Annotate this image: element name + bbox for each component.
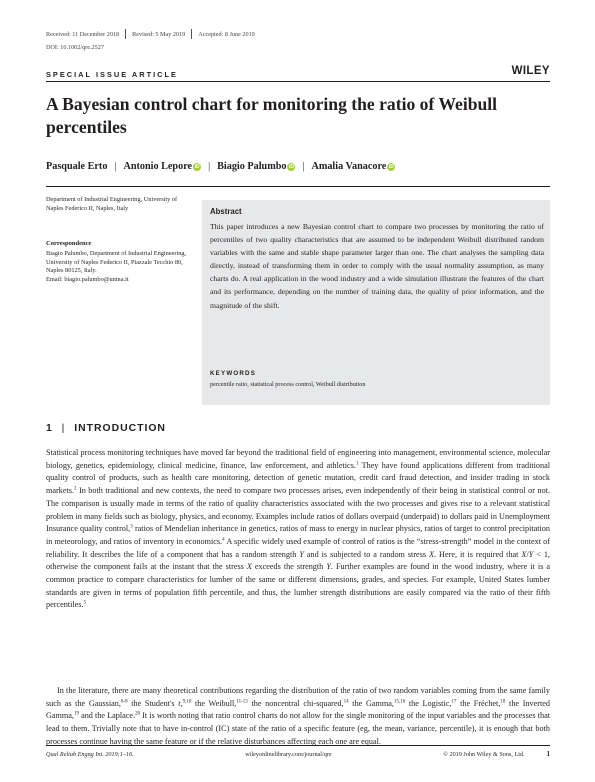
correspondence-email[interactable]: Email: biagio.palumbo@unina.it [46, 275, 129, 283]
journal-url[interactable]: wileyonlinelibrary.com/journal/qre [245, 751, 332, 758]
section-heading [46, 423, 166, 434]
footer-rule [46, 745, 550, 746]
page-number: 1 [546, 751, 550, 758]
correspondence-heading: Correspondence [46, 240, 92, 247]
heading-separator: | [61, 423, 66, 434]
header-rule [46, 81, 550, 82]
publisher-logo: WILEY [511, 65, 550, 77]
author-separator: | [208, 161, 211, 172]
author-list [46, 161, 395, 172]
accepted-date: Accepted: 8 June 2019 [198, 30, 255, 38]
section-label: SPECIAL ISSUE ARTICLE [46, 70, 178, 79]
orcid-icon[interactable]: iD [288, 163, 294, 170]
correspondence-block [46, 250, 196, 284]
keywords-text: percentile ratio, statistical process control, Weibull distribution [210, 381, 366, 388]
orcid-icon[interactable]: iD [194, 163, 200, 170]
date-divider [191, 29, 192, 39]
abstract-heading: Abstract [210, 207, 242, 216]
doi[interactable]: DOI: 10.1002/qre.2527 [46, 44, 104, 51]
section-number: 1 [46, 423, 53, 434]
journal-citation: Qual Reliab Engng Int. 2019;1–16. [46, 751, 134, 758]
keywords-heading: KEYWORDS [210, 370, 257, 377]
body-paragraph: Statistical process monitoring techniques have moved far beyond the traditional field of engineering into management, environmental science, molecular biology, genetics, epidemiology, clinical medicine, finance, law enforcement, and athletics.$^1$ They have found applications different from traditional quality control of products, such as health care monitoring, detection of genetic mutation, credit card fraud detection, and insider trading in stock markets.$^2$ In both traditional and new contexts, the need to compare two processes arises, even independently of their being in statistical control or not. The comparison is usually made in terms of the ratio of quality characteristics associated with the two processes and gives rise to a relevant statistical problem in many fields such as biology, physics, and economy. Examples include ratios of dollars overpaid (underpaid) to dollars paid in Unemployment Insurance quality control,$^3$ ratios of Mendelian inheritance in genetics, ratios of mass to energy in nuclear physics, ratios of target to control precipitation in meteorology, and ratios of inventory in economics.$^4$ A specific widely used example of control of ratios is the “stress-strength” model in the context of reliability. It describes the life of a component that has a random strength Y and is subjected to a random stress X. Here, it is required that X/Y < 1, otherwise the component fails at the instant that the stress X exceeds the strength Y. Further examples are found in the wood industry, where it is a common practice to compare characteristics for lumber of the same or different dimensions, grades, and species. For example, United States lumber standards are given in terms of population fifth percentile, and thus, the lumber strength distributions are easily compared via the ratio of their fifth percentiles.$^5$ [46, 448, 550, 610]
author-name[interactable]: Biagio Palumbo [217, 161, 287, 172]
revised-date: Revised: 5 May 2019 [132, 30, 186, 38]
author-name[interactable]: Pasquale Erto [46, 161, 108, 172]
correspondence-text: Biagio Palumbo, Department of Industrial Engineering, University of Naples Federico II, Piazzale Tecchio 80, Naples 80125, Italy. [46, 250, 187, 275]
article-title: A Bayesian control chart for monitoring the ratio of Weibull percentiles [46, 94, 498, 137]
article-dates [46, 29, 255, 39]
author-separator: | [114, 161, 117, 172]
affiliation: Department of Industrial Engineering, University of Naples Federico II, Naples, Italy [46, 196, 178, 212]
received-date: Received: 11 December 2018 [46, 30, 120, 38]
body-paragraph: In the literature, there are many theoretical contributions regarding the distribution of the ratio of two random variables coming from the same family such as the Gaussian,$^{6-8}$ the Student's t,$^{9,10}$ the Weibull,$^{11-13}$ the noncentral chi-squared,$^{14}$ the Gamma,$^{15,16}$ the Logistic,$^{17}$ the Fréchet,$^{18}$ the Inverted Gamma,$^{19}$ and the Laplace.$^{20}$ It is worth noting that ratio control charts do not allow for the single monitoring of the input variables and the processes that lead to them. Trivially note that to have in-control (IC) state of the ratio of a specific feature (eg, the mean, variance, percentile), it is enough that both processes continue having the same feature or if the relative disturbances affecting each one are equal. [46, 686, 550, 746]
section-title: INTRODUCTION [74, 423, 166, 434]
author-name[interactable]: Antonio Lepore [123, 161, 193, 172]
page-footer [46, 751, 550, 758]
author-separator: | [302, 161, 305, 172]
abstract-text: This paper introduces a new Bayesian control chart to compare two processes by monitoring the ratio of percentiles of two quality characteristics that are assumed to be independent Weibull distributed random variables with the same and stable shape parameter larger than one. The chart analyses the sampling data directly, instead of transforming them in order to comply with the usual normality assumption, as many charts do. A real application in the wood industry and a wide simulation illustrate the features of the chart and its performance, depending on the number of training data, the quality of prior information, and the magnitude of the shift. [210, 222, 544, 310]
orcid-icon[interactable]: iD [388, 163, 394, 170]
copyright: © 2019 John Wiley & Sons, Ltd. [443, 751, 525, 758]
author-name[interactable]: Amalia Vanacore [311, 161, 387, 172]
authors-rule [46, 186, 550, 187]
date-divider [125, 29, 126, 39]
